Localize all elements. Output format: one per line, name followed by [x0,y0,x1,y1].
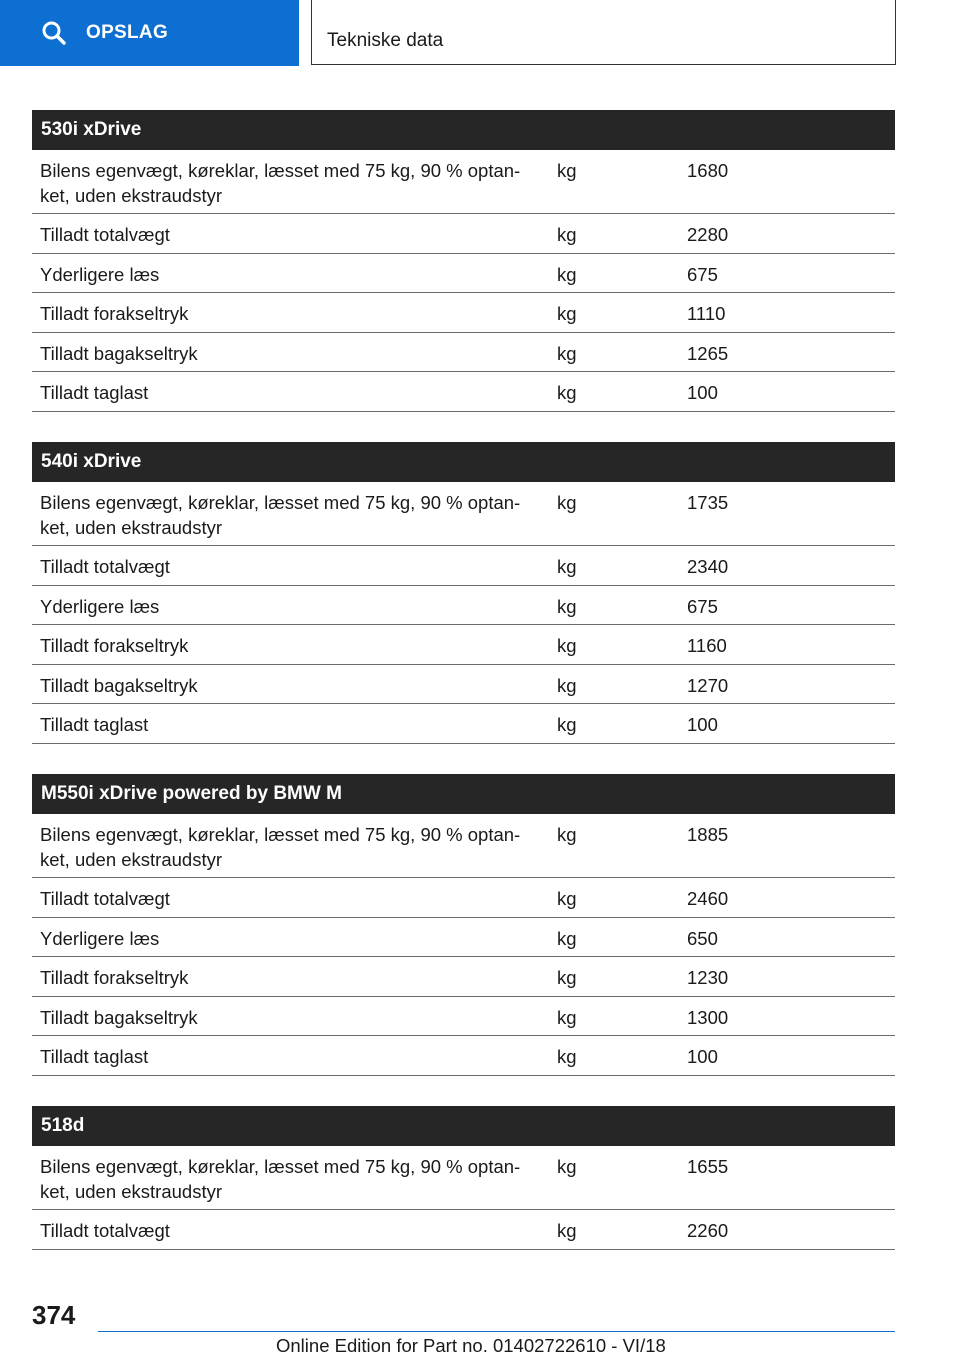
row-value: 1655 [687,1156,729,1177]
row-unit: kg [557,888,577,909]
table-row [32,1036,895,1076]
table-row [32,704,895,744]
table-row [32,878,895,918]
row-description: Tilladt forakseltryk [40,635,189,656]
row-value: 100 [687,1046,718,1067]
spec-section [32,442,895,744]
row-description: Tilladt totalvægt [40,888,170,909]
row-unit: kg [557,674,577,696]
row-description: Tilladt totalvægt [40,224,170,245]
row-unit: kg [557,160,577,181]
row-description: Tilladt totalvægt [40,1220,170,1241]
row-value: 100 [687,714,718,735]
row-description: Yderligere læs [40,927,160,949]
footer-divider [98,1331,895,1332]
spec-section [32,774,895,1076]
row-description: Tilladt totalvægt [40,556,170,577]
row-value: 100 [687,382,718,403]
table-row [32,957,895,997]
spec-section [32,1106,895,1250]
row-description: Tilladt taglast [40,382,149,403]
spec-section [32,110,895,412]
table-row [32,665,895,705]
table-row [32,1210,895,1250]
table-row [32,372,895,412]
row-unit: kg [557,824,577,845]
row-value: 675 [687,263,718,285]
row-unit: kg [557,595,577,617]
top-bar [0,0,960,66]
row-unit: kg [557,263,577,285]
row-unit: kg [557,342,577,364]
table-row [32,586,895,626]
row-description: Tilladt forakseltryk [40,967,189,988]
row-unit: kg [557,492,577,513]
row-unit: kg [557,714,577,735]
table-row [32,1146,895,1210]
row-value: 2460 [687,888,729,909]
row-description: Yderligere læs [40,263,160,285]
row-value: 675 [687,595,718,617]
row-value: 1160 [687,635,727,656]
table-row [32,150,895,214]
row-description: Bilens egenvægt, køreklar, læsset med 75 kg, 90 % optan- ket, uden ekstraudstyr [40,160,521,206]
row-value: 1110 [687,303,726,324]
row-description: Tilladt taglast [40,714,149,735]
row-unit: kg [557,1156,577,1177]
table-row [32,214,895,254]
row-value: 1270 [687,674,729,696]
row-unit: kg [557,635,577,656]
search-button-label: OPSLAG [86,22,169,43]
table-row [32,333,895,373]
search-icon [41,20,67,46]
row-unit: kg [557,303,577,324]
row-unit: kg [557,967,577,988]
row-value: 1680 [687,160,729,181]
row-value: 1735 [687,492,729,513]
row-description: Tilladt bagakseltryk [40,342,198,364]
row-description: Tilladt taglast [40,1046,149,1067]
row-description: Tilladt forakseltryk [40,303,189,324]
row-description: Tilladt bagakseltryk [40,674,198,696]
table-row [32,482,895,546]
chapter-title: Tekniske data [327,30,444,51]
row-unit: kg [557,927,577,949]
row-description: Bilens egenvægt, køreklar, læsset med 75 kg, 90 % optan- ket, uden ekstraudstyr [40,1156,521,1202]
table-row [32,918,895,958]
row-value: 2280 [687,224,729,245]
chapter-title-box [311,0,896,65]
row-unit: kg [557,224,577,245]
table-row [32,293,895,333]
page-number: 374 [32,1300,76,1330]
table-row [32,546,895,586]
footer-edition-text: Online Edition for Part no. 01402722610 - VI/18 [276,1335,666,1356]
row-description: Tilladt bagakseltryk [40,1006,198,1028]
row-description: Bilens egenvægt, køreklar, læsset med 75 kg, 90 % optan- ket, uden ekstraudstyr [40,824,521,870]
row-value: 2260 [687,1220,729,1241]
section-title: M550i xDrive powered by BMW M [32,774,895,814]
table-row [32,997,895,1037]
row-value: 1300 [687,1006,729,1028]
row-value: 650 [687,927,718,949]
row-description: Bilens egenvægt, køreklar, læsset med 75 kg, 90 % optan- ket, uden ekstraudstyr [40,492,521,538]
section-title: 530i xDrive [32,110,895,150]
row-unit: kg [557,1046,577,1067]
row-value: 1265 [687,342,729,364]
section-title: 540i xDrive [32,442,895,482]
row-value: 1885 [687,824,729,845]
table-row [32,625,895,665]
section-title: 518d [32,1106,895,1146]
search-button[interactable] [0,0,299,66]
table-row [32,254,895,294]
table-row [32,814,895,878]
row-unit: kg [557,382,577,403]
row-description: Yderligere læs [40,595,160,617]
row-value: 2340 [687,556,729,577]
row-unit: kg [557,1006,577,1028]
row-unit: kg [557,1220,577,1241]
row-unit: kg [557,556,577,577]
row-value: 1230 [687,967,729,988]
